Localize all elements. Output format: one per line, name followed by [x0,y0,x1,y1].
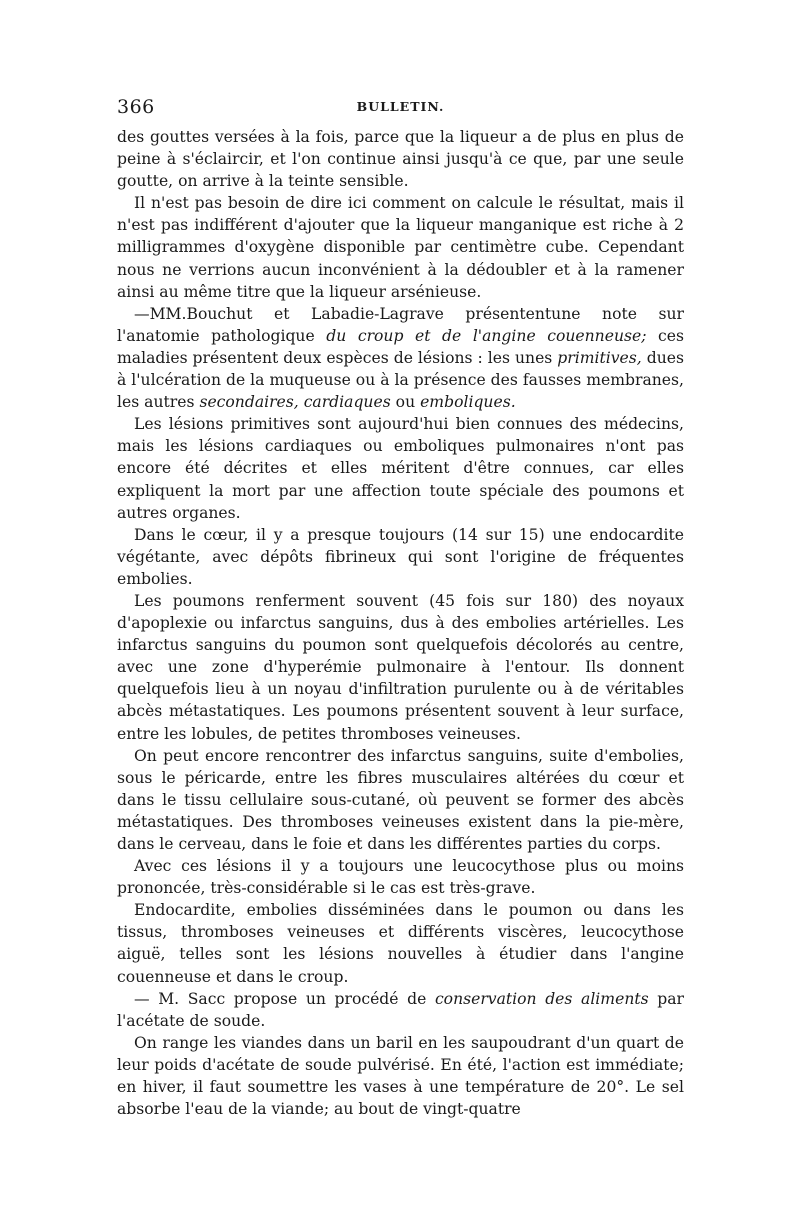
paragraph-p8 [117,855,684,899]
text-segment: Il n'est pas besoin de dire ici comment on calcule le résultat, mais il n'est pas indifférent d'ajouter que la liqueur manganique est riche à 2 milligrammes d'oxygène disponible par centimètre cube. Cependant nous ne verrions aucun inconvénient à la dédoubler et à la ramener ainsi au même titre que la liqueur arsénieuse. [117,194,684,301]
paragraph-p9 [117,899,684,987]
italic-text: primitives, [557,348,642,367]
page-number: 366 [117,96,155,118]
text-segment: ces maladies présentent deux espèces de lésions : les unes [117,326,685,367]
text-segment: Avec ces lésions il y a toujours une leucocythose plus ou moins prononcée, très-considérable si le cas est très-grave. [117,857,684,898]
paragraph-p3 [117,303,684,413]
article-body [117,126,684,1120]
paragraph-p6 [117,590,684,745]
italic-text: emboliques. [420,393,516,412]
italic-text: conservation des aliments [434,989,649,1008]
text-segment: Les lésions primitives sont aujourd'hui bien connues des médecins, mais les lésions cardiaques ou emboliques pulmonaires n'ont pas encore été décrites et elles méritent d'être connues, car elles expliquent la mort par une affection toute spéciale des poumons et autres organes. [117,415,684,522]
running-head: BULLETIN. [356,99,445,114]
italic-text: secondaires, cardiaques [199,393,391,412]
text-segment: On peut encore rencontrer des infarctus sanguins, suite d'embolies, sous le péricarde, entre les fibres musculaires altérées du cœur et dans le tissu cellulaire sous-cutané, où peuvent se former des abcès métastatiques. Des thromboses veineuses existent dans la pie-mère, dans le cerveau, dans le foie et dans les différentes parties du corps. [117,746,684,853]
text-segment: —MM.Bouchut et Labadie-Lagrave présententune note sur l'anatomie pathologique [117,304,684,345]
text-segment: — M. Sacc propose un procédé de [134,989,435,1008]
page-header [117,96,684,126]
text-segment: dues à l'ulcération de la muqueuse ou à la présence des fausses membranes, les autres [117,348,684,412]
text-segment: Dans le cœur, il y a presque toujours (14 sur 15) une endocardite végétante, avec dépôts fibrineux qui sont l'origine de fréquentes embolies. [117,525,684,588]
paragraph-p10 [117,988,684,1032]
document-page [117,96,684,1120]
text-segment: par l'acétate de soude. [117,989,684,1030]
text-segment: ou [390,393,421,412]
paragraph-p4 [117,413,684,523]
text-segment: On range les viandes dans un baril en les saupoudrant d'un quart de leur poids d'acétate de soude pulvérisé. En été, l'action est immédiate; en hiver, il faut soumettre les vases à une température de 20°. Le sel absorbe l'eau de la viande; au bout de vingt-quatre [117,1033,684,1119]
paragraph-p2 [117,192,684,302]
italic-text: du croup et de l'angine couenneuse; [326,326,647,345]
text-segment: Endocardite, embolies disséminées dans le poumon ou dans les tissus, thromboses veineuses et différents viscères, leucocythose aiguë, telles sont les lésions nouvelles à étudier dans l'angine couenneuse et dans le croup. [117,901,684,986]
paragraph-p7 [117,745,684,855]
paragraph-p1 [117,126,684,192]
text-segment: des gouttes versées à la fois, parce que la liqueur a de plus en plus de peine à s'éclaircir, et l'on continue ainsi jusqu'à ce que, par une seule goutte, on arrive à la teinte sensible. [117,128,684,191]
paragraph-p11 [117,1032,684,1120]
paragraph-p5 [117,524,684,590]
text-segment: Les poumons renferment souvent (45 fois sur 180) des noyaux d'apoplexie ou infarctus sanguins, dus à des embolies artérielles. Les infarctus sanguins du poumon sont quelquefois décolorés au centre, avec une zone d'hyperémie pulmonaire à l'entour. Ils donnent quelquefois lieu à un noyau d'infiltration purulente ou à de véritables abcès métastatiques. Les poumons présentent souvent à leur surface, entre les lobules, de petites thromboses veineuses. [117,591,684,743]
